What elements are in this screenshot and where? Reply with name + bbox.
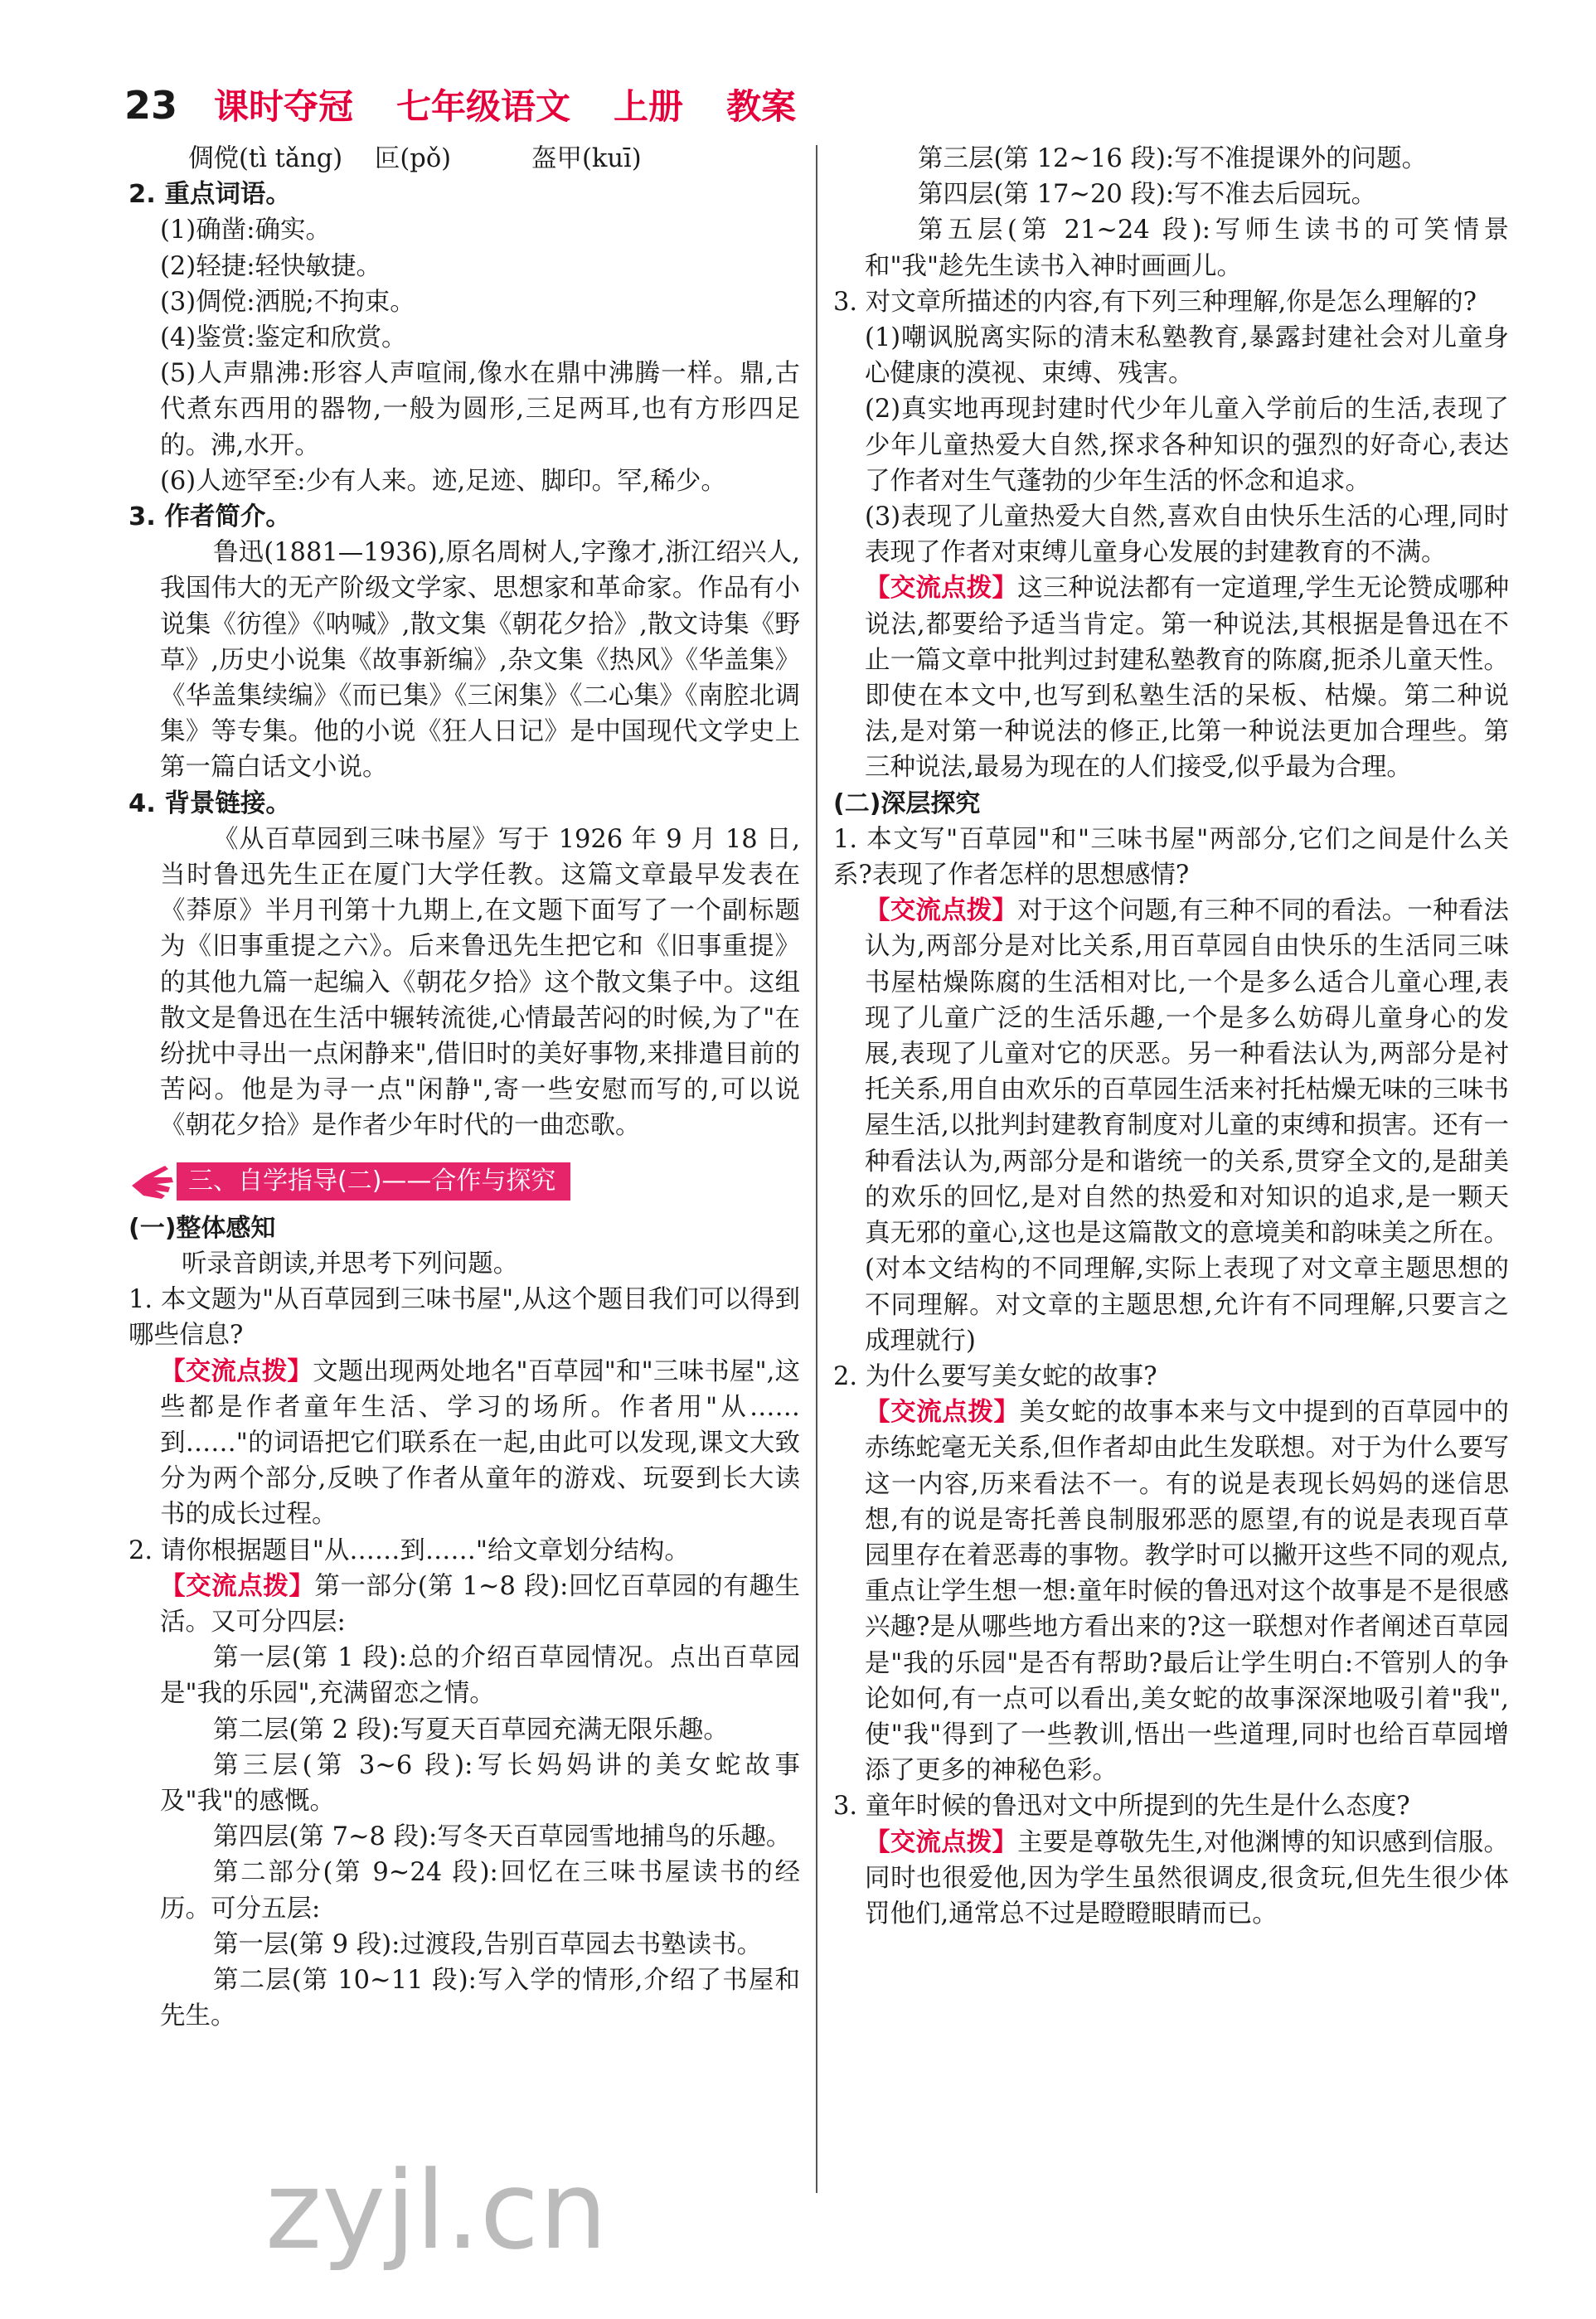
hint-label: 【交流点拨】 [865, 574, 1018, 604]
column-divider [816, 145, 817, 2193]
layer-item: 第一层(第 9 段):过渡段,告别百草园去书塾读书。 [213, 1929, 763, 1959]
option-item: (2)真实地再现封建时代少年儿童入学前后的生活,表现了少年儿童热爱大自然,探求各种知识的强烈的好奇心,表达了作者对生气蓬勃的少年生活的怀念和追求。 [865, 395, 1509, 496]
answer-text: 对于这个问题,有三种不同的看法。一种看法认为,两部分是对比关系,用百草园自由快乐的生活同三味书屋枯燥陈腐的生活相对比,一个是多么适合儿童心理,表现了儿童广泛的生活乐趣,一个是多么妨碍儿童身心的发展,表现了儿童对它的厌恶。另一种看法认为,两部分是衬托关系,用自由欢乐的百草园生活来衬托枯燥无味的三味书屋生活,以批判封建教育制度对儿童的束缚和损害。还有一种看法认为,两部分是和谐统一的关系,贯穿全文的,是甜美的欢乐的回忆,是对自然的热爱和对知识的追求,是一颗天真无邪的童心,这也是这篇散文的意境美和韵味美之所在。(对本文结构的不同理解,实际上表现了对文章主题思想的不同理解。对文章的主题思想,允许有不同理解,只要言之成理就行) [865, 896, 1509, 1356]
pointing-hand-icon [129, 1161, 177, 1202]
layer-item: 第一层(第 1 段):总的介绍百草园情况。点出百草园是"我的乐园",充满留恋之情。 [160, 1643, 800, 1709]
s2-item: (2)轻捷:轻快敏捷。 [160, 251, 381, 281]
deep-question-1: 1. 本文写"百草园"和"三味书屋"两部分,它们之间是什么关系?表现了作者怎样的思想感情? [833, 824, 1509, 890]
question-3: 3. 对文章所描述的内容,有下列三种理解,你是怎么理解的? [833, 287, 1477, 317]
layer-item: 第四层(第 17~20 段):写不准去后园玩。 [918, 180, 1377, 210]
answer-text: 这三种说法都有一定道理,学生无论赞成哪种说法,都要给予适当肯定。第一种说法,其根据是鲁迅在不止一篇文章中批判过封建私塾教育的陈腐,扼杀儿童天性。即使在本文中,也写到私塾生活的呆板、枯燥。第二种说法,是对第一种说法的修正,比第一种说法更加合理些。第三种说法,最易为现在的人们接受,似乎最为合理。 [865, 574, 1509, 783]
section-2-title: 2. 重点词语。 [129, 180, 291, 210]
layer-item: 第三层(第 12~16 段):写不准提课外的问题。 [918, 144, 1428, 173]
s2-item: (3)倜傥:洒脱;不拘束。 [160, 287, 415, 317]
s2-item: (5)人声鼎沸:形容人声喧闹,像水在鼎中沸腾一样。鼎,古代煮东西用的器物,一般为圆形,三足两耳,也有方形四足的。沸,水开。 [160, 359, 800, 460]
subsection-overall: (一)整体感知 [129, 1213, 276, 1243]
layer-item: 第四层(第 7~8 段):写冬天百草园雪地捕鸟的乐趣。 [213, 1822, 792, 1852]
layer-item: 第二层(第 10~11 段):写入学的情形,介绍了书屋和先生。 [160, 1965, 800, 2031]
right-column [833, 141, 1509, 1932]
hint-label: 【交流点拨】 [865, 1827, 1018, 1857]
hint-label: 【交流点拨】 [865, 896, 1018, 926]
page-header [124, 80, 814, 129]
answer-text: 美女蛇的故事本来与文中提到的百草园中的赤练蛇毫无关系,但作者却由此生发联想。对于为什么要写这一内容,历来看法不一。有的说是表现长妈妈的迷信思想,有的说是寄托善良制服邪恶的愿望,有的说是表现百草园里存在着恶毒的事物。教学时可以撇开这些不同的观点,重点让学生想一想:童年时候的鲁迅对这个故事是不是很感兴趣?是从哪些地方看出来的?这一联想对作者阐述百草园是"我的乐园"是否有帮助?最后让学生明白:不管别人的争论如何,有一点可以看出,美女蛇的故事深深地吸引着"我",使"我"得到了一些教训,悟出一些道理,同时也给百草园增添了更多的神秘色彩。 [865, 1398, 1509, 1786]
answer-3 [833, 570, 1509, 785]
deep-question-3: 3. 童年时候的鲁迅对文中所提到的先生是什么态度? [833, 1792, 1410, 1822]
option-item: (3)表现了儿童热爱大自然,喜欢自由快乐生活的心理,同时表现了作者对束缚儿童身心发展的封建教育的不满。 [865, 502, 1509, 568]
header-volume: 上册 [614, 86, 684, 127]
banner-label: 三、自学指导(二)——合作与探究 [177, 1162, 570, 1201]
section-banner [129, 1161, 800, 1202]
layer-item: 第二层(第 2 段):写夏天百草园充满无限乐趣。 [213, 1715, 729, 1744]
deep-question-2: 2. 为什么要写美女蛇的故事? [833, 1361, 1157, 1391]
watermark: zyjl.cn [265, 2147, 608, 2273]
s2-item: (6)人迹罕至:少有人来。迹,足迹、脚印。罕,稀少。 [160, 466, 726, 496]
section-3-title: 3. 作者简介。 [129, 502, 291, 532]
hint-label: 【交流点拨】 [160, 1571, 315, 1601]
header-type: 教案 [726, 86, 797, 127]
hint-label: 【交流点拨】 [865, 1398, 1020, 1428]
s2-item: (4)鉴赏:鉴定和欣赏。 [160, 323, 407, 353]
deep-answer-1 [833, 893, 1509, 1359]
option-item: (1)嘲讽脱离实际的清末私塾教育,暴露封建社会对儿童身心健康的漠视、束缚、残害。 [865, 323, 1509, 389]
intro-text: 听录音朗读,并思考下列问题。 [182, 1249, 519, 1278]
background-text: 《从百草园到三味书屋》写于 1926 年 9 月 18 日,当时鲁迅先生正在厦门大学任教。这篇文章最早发表在《莽原》半月刊第十九期上,在文题下面写了一个副标题为《旧事重提之六》。后来鲁迅先生把它和《旧事重提》的其他九篇一起编入《朝花夕拾》这个散文集子中。这组散文是鲁迅在生活中辗转流徙,心情最苦闷的时候,为了"在纷扰中寻出一点闲静来",借旧时的美好事物,来排遣目前的苦闷。他是为寻一点"闲静",寄一些安慰而写的,可以说《朝花夕拾》是作者少年时代的一曲恋歌。 [160, 824, 800, 1141]
answer-text: 第一部分(第 1~8 段):回忆百草园的有趣生活。又可分四层: [160, 1571, 800, 1637]
section-4-title: 4. 背景链接。 [129, 788, 291, 818]
question-1: 1. 本文题为"从百草园到三味书屋",从这个题目我们可以得到哪些信息? [129, 1285, 800, 1351]
hint-label: 【交流点拨】 [160, 1356, 313, 1386]
answer-2 [129, 1569, 800, 1640]
header-grade-subject: 七年级语文 [396, 86, 571, 127]
answer-1 [129, 1354, 800, 1533]
answer-text: 主要是尊敬先生,对他渊博的知识感到信服。同时也很爱他,因为学生虽然很调皮,很贪玩,但先生很少体罚他们,通常总不过是瞪瞪眼睛而已。 [865, 1827, 1509, 1928]
deep-answer-2 [833, 1395, 1509, 1788]
question-2: 2. 请你根据题目"从……到……"给文章划分结构。 [129, 1535, 690, 1565]
layer-item: 第三层(第 3~6 段):写长妈妈讲的美女蛇故事及"我"的感慨。 [160, 1750, 800, 1816]
answer-text: 文题出现两处地名"百草园"和"三味书屋",这些都是作者童年生活、学习的场所。作者用"从……到……"的词语把它们联系在一起,由此可以发现,课文大致分为两个部分,反映了作者从童年的游戏、玩耍到长大读书的成长过程。 [160, 1356, 801, 1530]
part-two: 第二部分(第 9~24 段):回忆在三味书屋读书的经历。可分五层: [160, 1858, 800, 1924]
s2-item: (1)确凿:确实。 [160, 216, 331, 245]
pinyin-line: 倜傥(tì tǎng) 叵(pǒ) 盔甲(kuī) [188, 144, 642, 173]
layer-item: 第五层(第 21~24 段):写师生读书的可笑情景和"我"趁先生读书入神时画画儿。 [865, 216, 1509, 281]
author-intro: 鲁迅(1881—1936),原名周树人,字豫才,浙江绍兴人,我国伟大的无产阶级文学家、思想家和革命家。作品有小说集《彷徨》《呐喊》,散文集《朝花夕拾》,散文诗集《野草》,历史小说集《故事新编》,杂文集《热风》《华盖集》《华盖集续编》《而已集》《三闲集》《二心集》《南腔北调集》等专集。他的小说《狂人日记》是中国现代文学史上第一篇白话文小说。 [160, 538, 800, 783]
header-series: 课时夺冠 [214, 86, 354, 127]
left-column [129, 141, 800, 2034]
subsection-deep: (二)深层探究 [833, 788, 981, 818]
deep-answer-3 [833, 1825, 1509, 1933]
page-number: 23 [124, 83, 178, 128]
